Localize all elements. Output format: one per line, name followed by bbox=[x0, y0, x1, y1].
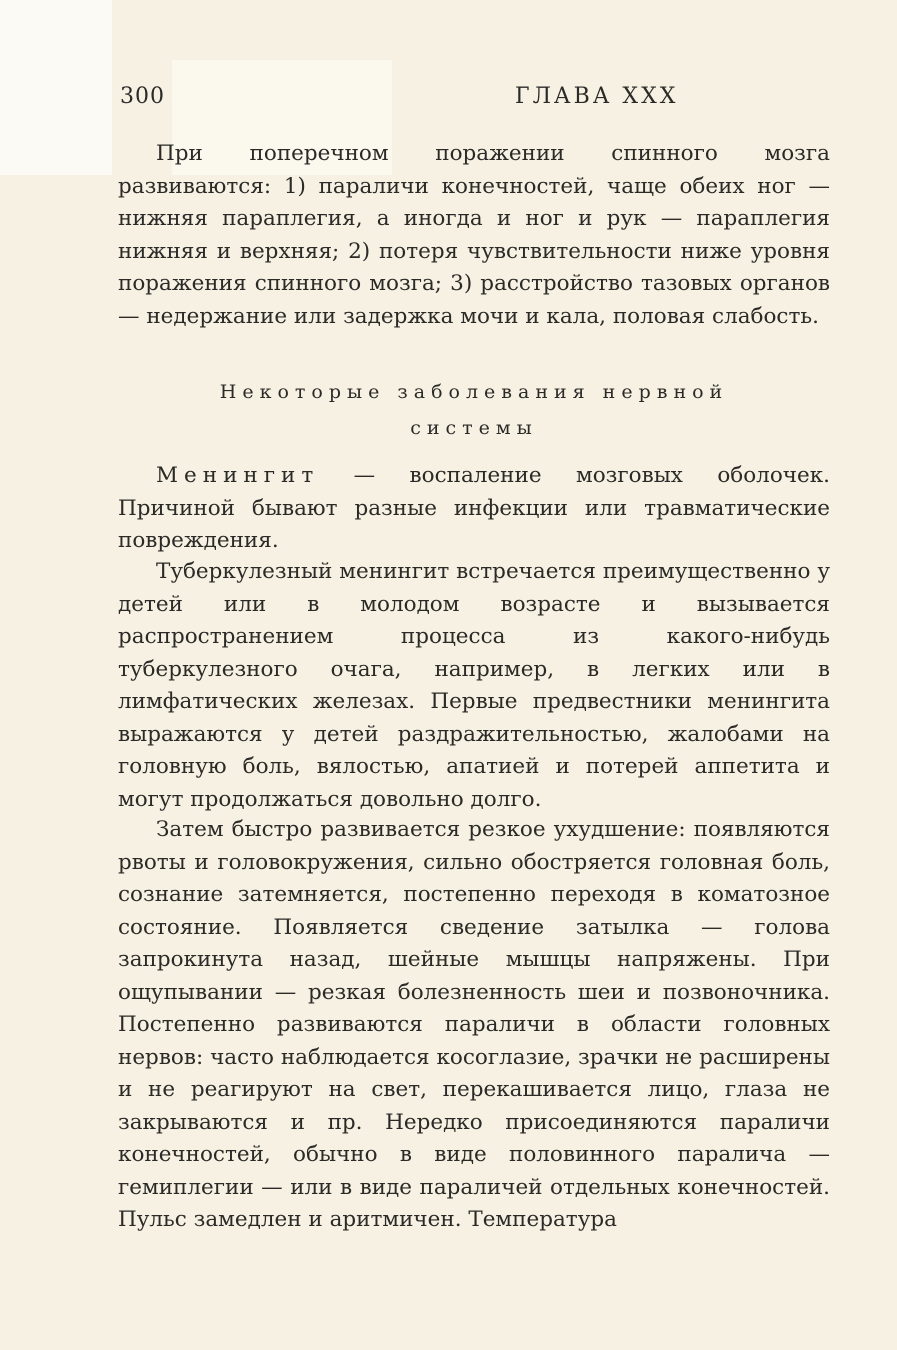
section-heading bbox=[118, 374, 830, 446]
term: Менингит bbox=[156, 463, 320, 488]
section-heading-line: Некоторые заболевания нервной bbox=[219, 381, 729, 403]
scan-artifact bbox=[0, 0, 112, 175]
paragraph-text bbox=[118, 460, 830, 558]
page-number: 300 bbox=[120, 84, 165, 109]
page-header bbox=[120, 84, 830, 118]
paragraph-text: Туберкулезный менингит встречается преимущественно у детей или в молодом возрасте и вызывается распространением процесса из какого-нибудь туберкулезного очага, например, в легких или в лимфатических железах. Первые предвестники менингита выражаются у детей раздражительностью, жалобами на головную боль, вялостью, апатией и потерей аппетита и могут продолжаться довольно долго. bbox=[118, 559, 830, 812]
term-definition: — воспаление мозговых оболочек. Причиной бывают разные инфекции или травматические повреждения. bbox=[118, 463, 830, 553]
paragraph bbox=[118, 556, 830, 816]
paragraph-text: При поперечном поражении спинного мозга развиваются: 1) параличи конечностей, чаще обеих ног — нижняя параплегия, а иногда и ног и рук — параплегия нижняя и верхняя; 2) потеря чувствительности ниже уровня поражения спинного мозга; 3) расстройство тазовых органов — недержание или задержка мочи и кала, половая слабость. bbox=[118, 141, 830, 329]
chapter-title: ГЛАВА XXX bbox=[515, 84, 679, 109]
paragraph bbox=[118, 814, 830, 1237]
section-heading-line: системы bbox=[410, 417, 538, 439]
paragraph-text: Затем быстро развивается резкое ухудшение: появляются рвоты и головокружения, сильно обостряется головная боль, сознание затемняется, постепенно переходя в коматозное состояние. Появляется сведение затылка — голова запрокинута назад, шейные мышцы напряжены. При ощупывании — резкая болезненность шеи и позвоночника. Постепенно развиваются параличи в области головных нервов: часто наблюдается косоглазие, зрачки не расширены и не реагируют на свет, перекашивается лицо, глаза не закрываются и пр. Нередко присоединяются параличи конечностей, обычно в виде половинного паралича — гемиплегии — или в виде параличей отдельных конечностей. Пульс замедлен и аритмичен. Температура bbox=[118, 817, 830, 1232]
paragraph bbox=[118, 460, 830, 558]
paragraph bbox=[118, 138, 830, 333]
